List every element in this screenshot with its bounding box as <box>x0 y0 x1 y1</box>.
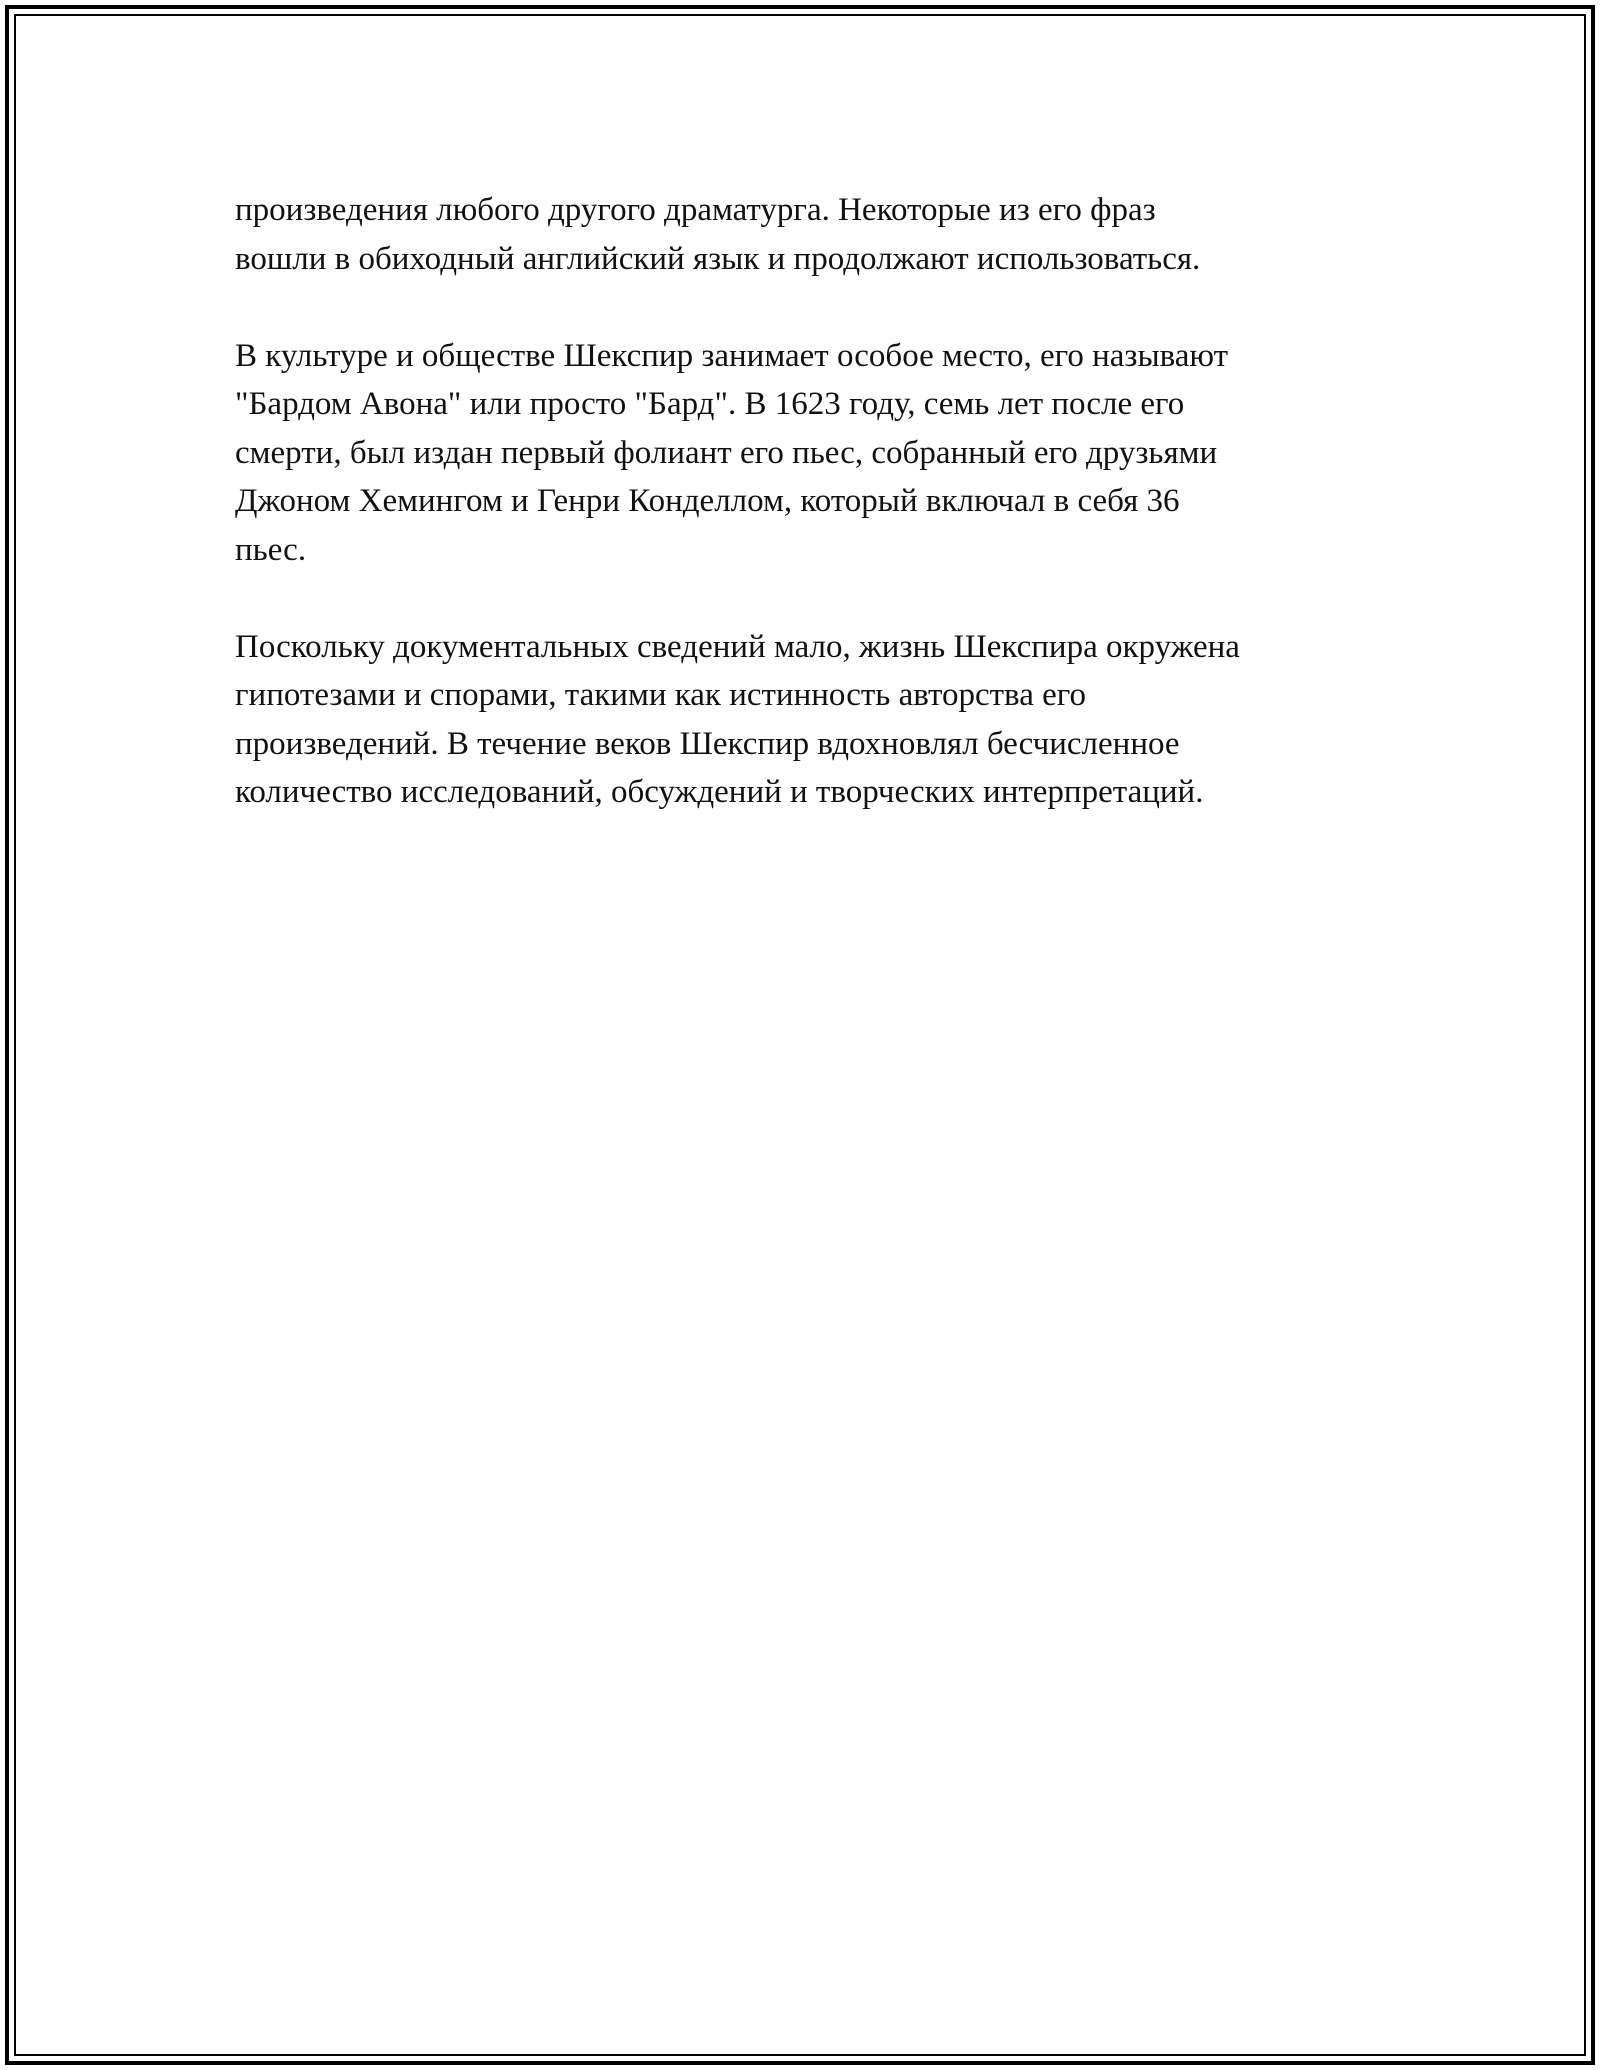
text-line: произведений. В течение веков Шекспир вдохновлял бесчисленное <box>235 725 1180 762</box>
text-line: вошли в обиходный английский язык и продолжают использоваться. <box>235 240 1201 277</box>
paragraph-1 <box>235 186 1395 283</box>
text-line: В культуре и обществе Шекспир занимает особое место, его называют <box>235 337 1229 374</box>
text-line: произведения любого другого драматурга. Некоторые из его фраз <box>235 192 1156 228</box>
paragraph-3 <box>235 623 1395 817</box>
text-line: Джоном Хемингом и Генри Конделлом, который включал в себя 36 <box>235 483 1180 519</box>
text-line: количество исследований, обсуждений и творческих интерпретаций. <box>235 774 1204 810</box>
text-line: пьес. <box>235 531 307 568</box>
document-body <box>235 186 1395 865</box>
text-line: "Бардом Авона" или просто "Бард". В 1623 году, семь лет после его <box>235 386 1185 422</box>
text-line: смерти, был издан первый фолиант его пьес, собранный его друзьями <box>235 434 1218 471</box>
text-line: Поскольку документальных сведений мало, жизнь Шекспира окружена <box>235 628 1240 665</box>
paragraph-2 <box>235 332 1395 575</box>
text-line: гипотезами и спорами, такими как истинность авторства его <box>235 677 1086 713</box>
